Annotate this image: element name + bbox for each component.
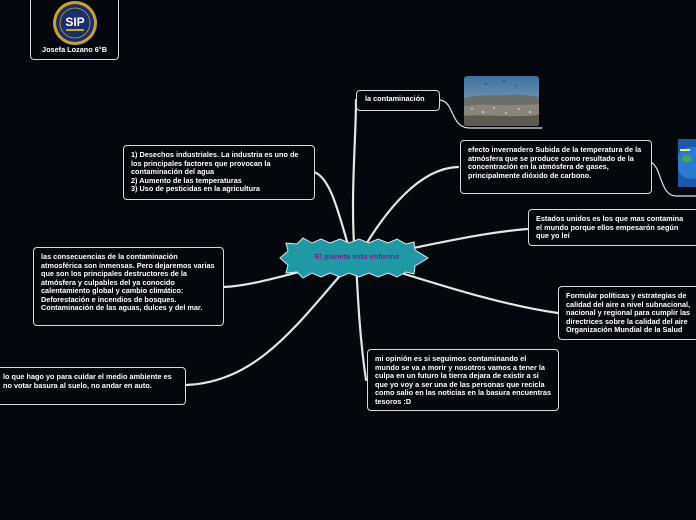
topic-opinion[interactable]: mi opinión es si seguimos contaminando el mundo se va a morir y nosotros vamos a tener la culpa en un futuro la tierra dejara de existir a si que yo voy a ser una de las personas que recicla como salio en las noticias en la basura encuentras tesoros :D <box>367 349 559 411</box>
profile-card[interactable] <box>30 0 119 60</box>
topic-cuidar[interactable]: lo que hago yo para cuidar el medio ambiente es no votar basura al suelo, no andar en auto. <box>0 367 186 405</box>
logo-text: SIP <box>65 15 85 29</box>
topic-consecuencias[interactable]: las consecuencias de la contaminación atmosférica son inmensas. Pero dejaremos varias que son los principales destructores de la atmósfera y culpables del ya conocido calentamiento global y cambio climático: Deforestación e incendios de bosques. Contaminación de las aguas, dulces y del mar. <box>33 247 224 326</box>
landfill-photo <box>464 76 539 126</box>
sip-logo <box>52 0 98 46</box>
topic-politicas[interactable]: Formular políticas y estrategias de calidad del aire a nivel subnacional, nacional y regional para cumplir las directrices sobre la calidad del aire Organización Mundial de la Salud <box>558 286 696 340</box>
profile-name: Josefa Lozano 6°B <box>42 45 107 54</box>
line-to-opinion <box>356 262 366 380</box>
topic-invernadero[interactable]: efecto invernadero Subida de la temperatura de la atmósfera que se produce como resultado de la concentración en la atmósfera de gases, principalmente dióxido de carbono. <box>460 140 652 194</box>
earth-photo <box>678 139 696 187</box>
topic-estados-unidos[interactable]: Estados unidos es los que mas contamina el mundo porque ellos empesarón según que yo leí <box>528 209 696 246</box>
topic-contaminacion[interactable]: la contaminación <box>356 90 440 111</box>
topic-factores[interactable]: 1) Desechos industriales. La industria es uno de los principales factores que provocan la contaminación del agua 2) Aumento de las temperaturas 3) Uso de pesticidas en la agricultura <box>123 145 315 200</box>
line-to-contaminacion <box>353 100 356 258</box>
central-node-title[interactable]: El planeta esta enfermo <box>314 252 400 261</box>
